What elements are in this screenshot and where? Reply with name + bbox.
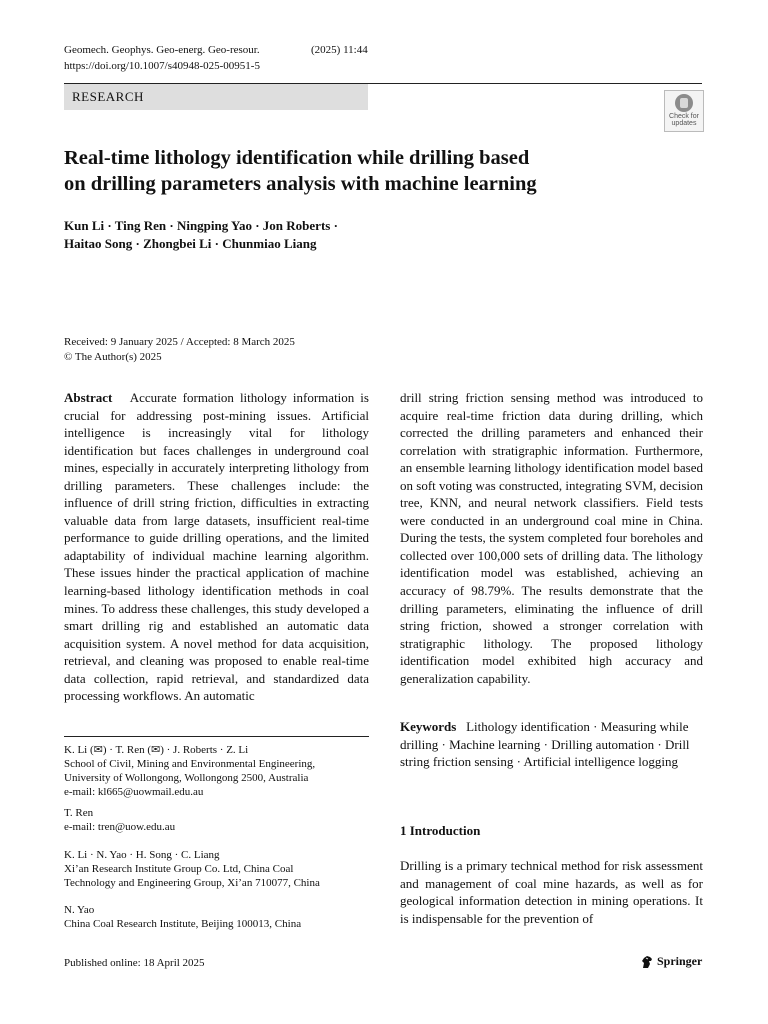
affiliation-line: China Coal Research Institute, Beijing 100013, China <box>64 918 302 930</box>
abstract-heading: Abstract <box>64 390 113 405</box>
affiliation-2 <box>64 806 369 834</box>
authors-line-1: Kun Li · Ting Ren · Ningping Yao · Jon Roberts · <box>64 218 338 233</box>
affiliation-4 <box>64 903 369 931</box>
article-dates <box>64 335 295 364</box>
affiliation-names: K. Li · N. Yao · H. Song · C. Liang <box>64 849 220 861</box>
article-type-banner <box>64 84 368 110</box>
received-accepted: Received: 9 January 2025 / Accepted: 8 March 2025 <box>64 336 295 348</box>
journal-name: Geomech. Geophys. Geo-energ. Geo-resour. <box>64 44 260 56</box>
title-line-2: on drilling parameters analysis with machine learning <box>64 173 537 195</box>
springer-horse-icon <box>640 955 654 969</box>
authors-line-2: Haitao Song · Zhongbei Li · Chunmiao Liang <box>64 236 317 251</box>
published-date: Published online: 18 April 2025 <box>64 957 205 969</box>
affiliation-1 <box>64 743 369 799</box>
affiliation-email[interactable]: e-mail: kl665@uowmail.edu.au <box>64 786 204 798</box>
keywords-block <box>400 718 703 771</box>
abstract-text-right: drill string friction sensing method was introduced to acquire real-time friction data during drilling, which corrected the drilling parameters and enhanced their correlation with stratigraphic information. Furthermore, an ensemble learning lithology identification model based on soft voting was constructed, integrating SVM, decision tree, KNN, and neural network classifiers. Field tests were conducted in an underground coal mine in China. During the tests, the system completed four boreholes and collected over 100,000 sets of drilling data. The lithology identification model was established, achieving an accuracy of 98.79%. The results demonstrate that the drilling parameters, eliminating the influence of drill string friction, showed a stronger correlation with stratigraphic lithology. The proposed lithology identification model exhibited high accuracy and generalization capability. <box>400 390 703 686</box>
article-type-label: RESEARCH <box>72 89 144 104</box>
affiliation-names: N. Yao <box>64 904 95 916</box>
affiliation-line: Xi’an Research Institute Group Co. Ltd, China Coal <box>64 863 294 875</box>
affiliation-3 <box>64 848 369 890</box>
introduction-text: Drilling is a primary technical method for risk assessment and management of coal mine hazards, as well as for geological information detection in mining operations. It is indispensable for the prevention of <box>400 858 703 926</box>
publisher-name: Springer <box>657 954 703 968</box>
affiliation-line: Technology and Engineering Group, Xi’an 710077, China <box>64 877 320 889</box>
affiliation-line: University of Wollongong, Wollongong 2500, Australia <box>64 772 309 784</box>
affiliation-names: T. Ren <box>64 807 94 819</box>
paper-title <box>64 145 624 197</box>
author-list <box>64 217 584 253</box>
section-heading-introduction: 1 Introduction <box>400 823 481 838</box>
abstract-left <box>64 389 369 705</box>
crossmark-label-1: Check for <box>669 113 699 120</box>
affiliation-rule <box>64 736 369 737</box>
keywords-heading: Keywords <box>400 719 457 734</box>
affiliation-email[interactable]: e-mail: tren@uow.edu.au <box>64 821 176 833</box>
affiliation-names: K. Li (✉) · T. Ren (✉) · J. Roberts · Z. Li <box>64 744 249 756</box>
check-for-updates-badge[interactable] <box>664 90 704 132</box>
journal-volume: (2025) 11:44 <box>311 44 368 56</box>
title-line-1: Real-time lithology identification while drilling based <box>64 147 530 169</box>
keywords-text: Lithology identification · Measuring while drilling · Machine learning · Drilling automation · Drill string friction sensing · Artificial intelligence logging <box>400 719 690 770</box>
copyright-notice: © The Author(s) 2025 <box>64 350 162 363</box>
abstract-right <box>400 389 703 687</box>
doi-link[interactable]: https://doi.org/10.1007/s40948-025-00951-5 <box>64 60 260 72</box>
publisher-logo <box>640 954 702 969</box>
affiliation-line: School of Civil, Mining and Environmental Engineering, <box>64 758 316 770</box>
crossmark-icon <box>675 94 693 112</box>
abstract-text-left: Accurate formation lithology information is crucial for addressing post-mining issues. Artificial intelligence is increasingly vital for lithology identification but faces challenges in underground coal mines, especially in accurately interpreting lithology from drilling parameters. These challenges include: the influence of drill string friction, difficulties in extracting valuable data from large datasets, insufficient real-time performance to guide drilling operations, and the limited adaptability of individual machine learning algorithm. These issues hinder the practical application of machine learning-based lithology identification methods in coal mines. To address these challenges, this study developed a smart drilling rig and established an automatic data acquisition system. A novel method for data acquisition, retrieval, and cleaning was proposed to enable real-time data collection, rapid retrieval, and standardized data processing workflows. An automatic <box>64 390 369 704</box>
crossmark-label-2: updates <box>671 120 697 127</box>
